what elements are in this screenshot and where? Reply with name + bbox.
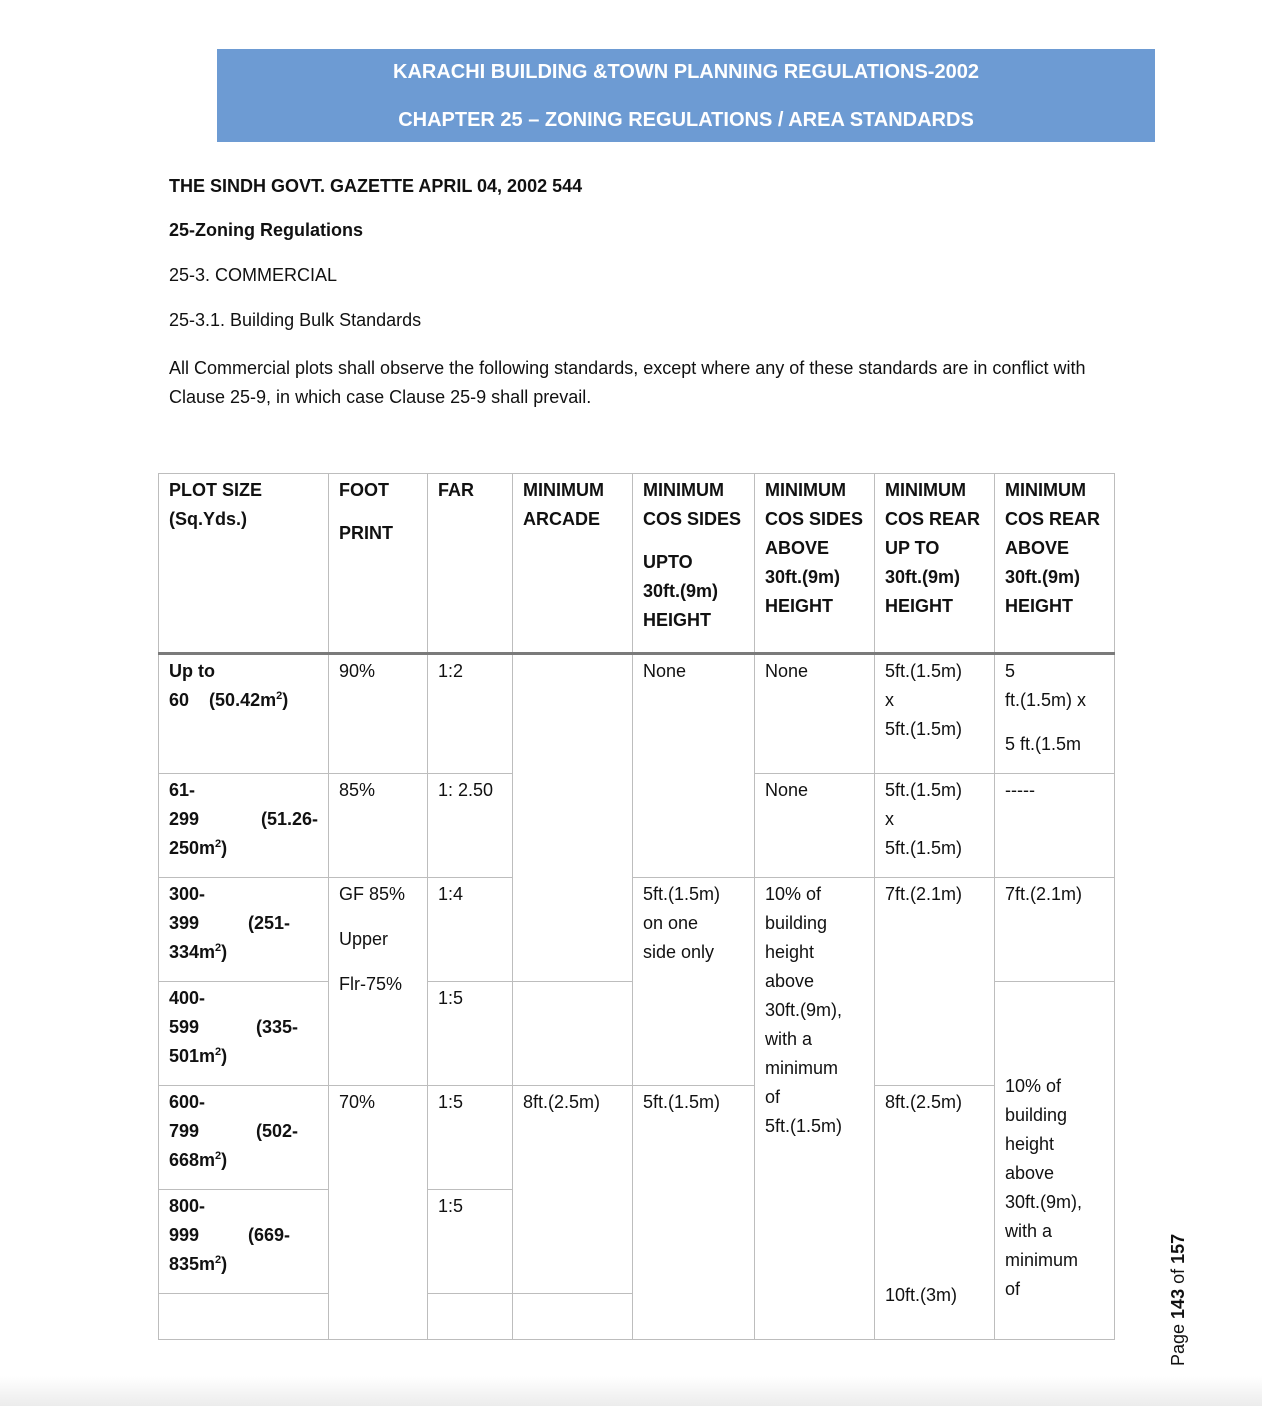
superscript-2: 2	[215, 838, 222, 850]
cell-line: above	[1005, 1163, 1055, 1183]
plot-size-metric: 835m	[169, 1254, 216, 1274]
cell-line: 5ft.(1.5m)	[885, 661, 963, 681]
plot-size-text: 799	[169, 1121, 200, 1141]
footprint-cell	[329, 878, 428, 1086]
header-cos-rear-upto	[875, 474, 995, 654]
far-cell: 1:2	[428, 654, 513, 774]
far-cell: 1:5	[428, 1086, 513, 1190]
close-paren: )	[221, 942, 228, 962]
empty-cell	[159, 1294, 329, 1340]
intro-paragraph: All Commercial plots shall observe the following standards, except where any of these standards are in conflict with Clause 25-9, in which case Clause 25-9 shall prevail.	[169, 358, 1086, 407]
cos-rear-above-cell: -----	[995, 774, 1115, 878]
cell-line: above	[765, 971, 815, 991]
cos-sides-upto-cell: 5ft.(1.5m)	[633, 1086, 755, 1340]
superscript-2: 2	[215, 1046, 222, 1058]
header-rear-above-l4: 30ft.(9m)	[1005, 567, 1081, 587]
header-rear-up-l1: MINIMUM	[885, 480, 966, 500]
cell-line: Upper	[339, 929, 389, 949]
header-cos-above-l2: COS SIDES	[765, 509, 864, 529]
plot-size-metric: 668m	[169, 1150, 216, 1170]
cell-line: 5ft.(1.5m)	[885, 780, 963, 800]
header-cos-up-l1: MINIMUM	[643, 480, 724, 500]
cell-line: minimum	[765, 1058, 839, 1078]
cell-line: 8ft.(2.5m)	[885, 1092, 963, 1112]
plot-size-text: 999	[169, 1225, 200, 1245]
cos-rear-upto-cell: 7ft.(2.1m)	[875, 878, 995, 1086]
cell-line: height	[765, 942, 815, 962]
header-arcade	[513, 474, 633, 654]
header-cos-up-l4: 30ft.(9m)	[643, 581, 719, 601]
header-far	[428, 474, 513, 654]
cell-line: 5	[1005, 661, 1016, 681]
empty-cell	[428, 1294, 513, 1340]
plot-size-metric: 250m	[169, 838, 216, 858]
cell-line: of	[765, 1087, 781, 1107]
plot-size-text: 300-	[169, 884, 206, 904]
cell-line: x	[885, 809, 894, 829]
header-banner	[217, 49, 1155, 142]
header-cos-sides-above	[755, 474, 875, 654]
footprint-cell: 90%	[329, 654, 428, 774]
cell-line: 5ft.(1.5m)	[885, 719, 963, 739]
header-far-label: FAR	[438, 480, 474, 500]
plot-size-text: Up to	[169, 661, 215, 681]
superscript-2: 2	[215, 1150, 222, 1162]
cell-line: 30ft.(9m),	[765, 1000, 843, 1020]
bulk-standards-table	[158, 473, 1115, 1340]
plot-size-text: 800-	[169, 1196, 206, 1216]
empty-cell	[513, 1294, 633, 1340]
cell-line: 30ft.(9m),	[1005, 1192, 1083, 1212]
plot-size-metric: (335-	[255, 1017, 298, 1037]
footprint-cell: 85%	[329, 774, 428, 878]
header-cos-above-l1: MINIMUM	[765, 480, 846, 500]
plot-size-text: 60	[169, 690, 190, 710]
table-row	[159, 654, 1115, 774]
cell-line: 5ft.(1.5m)	[885, 838, 963, 858]
table-header-row	[159, 474, 1115, 654]
header-rear-above-l2: COS REAR	[1005, 509, 1101, 529]
close-paren: )	[221, 1254, 228, 1274]
far-cell: 1: 2.50	[428, 774, 513, 878]
header-rear-above-l3: ABOVE	[1005, 538, 1070, 558]
header-arcade-label2: ARCADE	[523, 509, 601, 529]
header-cos-above-l3: ABOVE	[765, 538, 830, 558]
close-paren: )	[221, 1150, 228, 1170]
header-footprint-label2: PRINT	[339, 523, 393, 543]
plot-size-text: 400-	[169, 988, 206, 1008]
header-rear-up-l5: HEIGHT	[885, 596, 954, 616]
cell-line: building	[765, 913, 828, 933]
close-paren: )	[282, 690, 289, 710]
cos-rear-upto-cell	[875, 1086, 995, 1340]
page-number-total: 157	[1168, 1233, 1188, 1264]
cell-line: 10% of	[765, 884, 822, 904]
table-row	[159, 878, 1115, 982]
plot-size-cell	[159, 982, 329, 1086]
plot-size-metric: (251-	[247, 913, 290, 933]
cos-sides-above-cell	[755, 878, 875, 1340]
footprint-cell: 70%	[329, 1086, 428, 1340]
cos-rear-above-cell: 7ft.(2.1m)	[995, 878, 1115, 982]
header-cos-rear-above	[995, 474, 1115, 654]
plot-size-metric: 501m	[169, 1046, 216, 1066]
cos-rear-upto-cell	[875, 654, 995, 774]
header-arcade-label: MINIMUM	[523, 480, 604, 500]
plot-size-text: 399	[169, 913, 200, 933]
plot-size-text: 600-	[169, 1092, 206, 1112]
cell-line: 10ft.(3m)	[885, 1285, 958, 1305]
plot-size-text: 61-	[169, 780, 196, 800]
page-bottom-shade	[0, 1376, 1262, 1406]
plot-size-cell	[159, 654, 329, 774]
cell-line: height	[1005, 1134, 1055, 1154]
cos-rear-above-cell	[995, 654, 1115, 774]
cos-rear-above-cell	[995, 982, 1115, 1340]
close-paren: )	[221, 838, 228, 858]
header-cos-up-l2: COS SIDES	[643, 509, 742, 529]
cell-line: 5ft.(1.5m)	[643, 884, 721, 904]
arcade-cell: 8ft.(2.5m)	[513, 1086, 633, 1294]
cell-line: 10% of	[1005, 1076, 1062, 1096]
header-rear-up-l4: 30ft.(9m)	[885, 567, 961, 587]
cos-sides-upto-cell	[633, 878, 755, 1086]
cell-line: 5 ft.(1.5m	[1005, 734, 1082, 754]
far-cell: 1:5	[428, 1190, 513, 1294]
far-cell: 1:5	[428, 982, 513, 1086]
subsubsection-title: 25-3.1. Building Bulk Standards	[169, 310, 422, 330]
header-cos-up-l3: UPTO	[643, 552, 693, 572]
header-cos-above-l5: HEIGHT	[765, 596, 834, 616]
cell-line: 5ft.(1.5m)	[765, 1116, 843, 1136]
header-rear-up-l3: UP TO	[885, 538, 940, 558]
page-number-current: 143	[1168, 1288, 1188, 1319]
header-cos-above-l4: 30ft.(9m)	[765, 567, 841, 587]
page-number-prefix: Page	[1168, 1318, 1188, 1366]
cell-line: minimum	[1005, 1250, 1079, 1270]
table-row	[159, 1086, 1115, 1190]
plot-size-metric: 334m	[169, 942, 216, 962]
plot-size-cell	[159, 1190, 329, 1294]
cell-line: GF 85%	[339, 884, 406, 904]
header-title-line1: KARACHI BUILDING &TOWN PLANNING REGULATIONS-2002	[393, 61, 979, 83]
far-cell: 1:4	[428, 878, 513, 982]
header-cos-sides-upto	[633, 474, 755, 654]
cell-line: Flr-75%	[339, 974, 403, 994]
header-rear-above-l1: MINIMUM	[1005, 480, 1086, 500]
subsection-title: 25-3. COMMERCIAL	[169, 265, 338, 285]
plot-size-cell	[159, 878, 329, 982]
header-title-line2: CHAPTER 25 – ZONING REGULATIONS / AREA STANDARDS	[398, 109, 974, 131]
header-plot-size-unit: (Sq.Yds.)	[169, 509, 248, 529]
arcade-cell-empty	[513, 654, 633, 982]
cos-sides-above-cell: None	[755, 774, 875, 878]
cos-sides-above-cell: None	[755, 654, 875, 774]
cos-sides-upto-cell: None	[633, 654, 755, 878]
superscript-2: 2	[276, 690, 283, 702]
section-title: 25-Zoning Regulations	[169, 220, 364, 240]
cell-line: with a	[1005, 1221, 1053, 1241]
plot-size-cell	[159, 774, 329, 878]
plot-size-metric: (502-	[255, 1121, 298, 1141]
plot-size-text: 299	[169, 809, 200, 829]
header-rear-up-l2: COS REAR	[885, 509, 981, 529]
plot-size-text: 599	[169, 1017, 200, 1037]
arcade-cell-empty	[513, 982, 633, 1086]
page-number-of: of	[1168, 1263, 1188, 1289]
cos-rear-upto-cell	[875, 774, 995, 878]
header-plot-size-label: PLOT SIZE	[169, 480, 263, 500]
header-footprint	[329, 474, 428, 654]
header-footprint-label: FOOT	[339, 480, 389, 500]
plot-size-cell	[159, 1086, 329, 1190]
page-number-label	[1168, 1234, 1189, 1366]
cell-line: ft.(1.5m) x	[1005, 690, 1087, 710]
plot-size-metric: (51.26-	[260, 809, 318, 829]
gazette-line: THE SINDH GOVT. GAZETTE APRIL 04, 2002 544	[169, 176, 583, 196]
superscript-2: 2	[215, 942, 222, 954]
plot-size-metric: (50.42m	[209, 690, 277, 710]
superscript-2: 2	[215, 1254, 222, 1266]
header-cos-up-l5: HEIGHT	[643, 610, 712, 630]
cell-line: on one	[643, 913, 699, 933]
cell-line: building	[1005, 1105, 1068, 1125]
header-plot-size	[159, 474, 329, 654]
cell-line: with a	[765, 1029, 813, 1049]
cell-line: of	[1005, 1279, 1021, 1299]
close-paren: )	[221, 1046, 228, 1066]
header-rear-above-l5: HEIGHT	[1005, 596, 1074, 616]
cell-line: x	[885, 690, 894, 710]
plot-size-metric: (669-	[247, 1225, 290, 1245]
cell-line: side only	[643, 942, 715, 962]
